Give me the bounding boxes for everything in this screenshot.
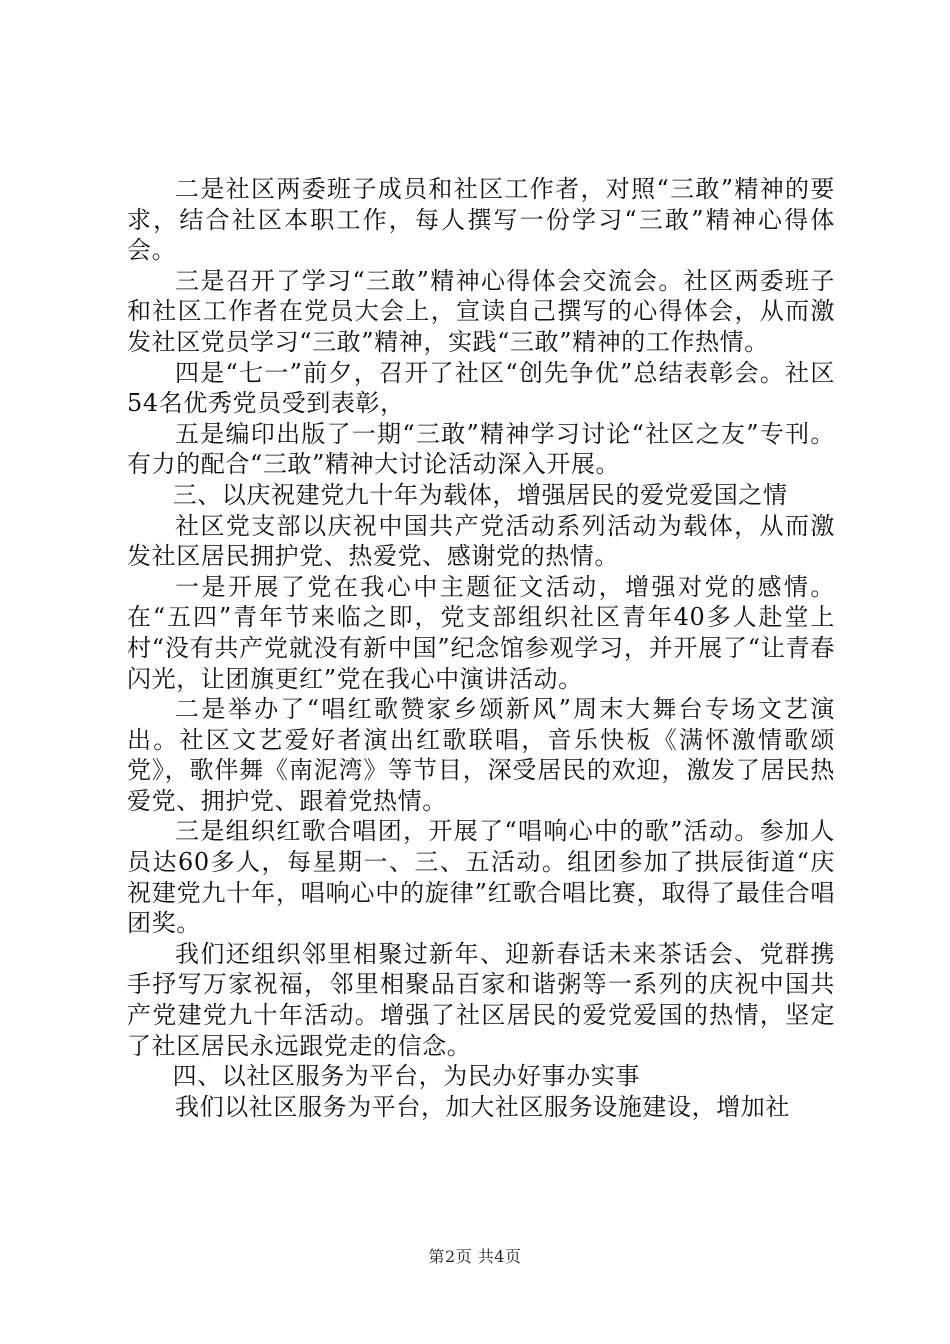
paragraph-7: 二是举办了“唱红歌赞家乡颂新风”周末大舞台专场文艺演出。社区文艺爱好者演出红歌联唱，音乐快板《满怀激情歌颂党》，歌伴舞《南泥湾》等节目，深受居民的欢迎，激发了居民热爱党、拥护党、跟着党热情。	[127, 695, 835, 815]
section-heading-3: 三、以庆祝建党九十年为载体，增强居民的爱党爱国之情	[172, 480, 788, 509]
paragraph-9: 我们还组织邻里相聚过新年、迎新春话未来茶话会、党群携手抒写万家祝福，邻里相聚品百家和谐粥等一系列的庆祝中国共产党建党九十年活动。增强了社区居民的爱党爱国的热情，坚定了社区居民永远跟党走的信念。	[127, 939, 835, 1060]
paragraph-5: 社区党支部以庆祝中国共产党活动系列活动为载体，从而激发社区居民拥护党、热爱党、感谢党的热情。	[127, 511, 835, 571]
paragraph-10: 我们以社区服务为平台，加大社区服务设施建设，增加社	[175, 1092, 790, 1121]
paragraph-8: 三是组织红歌合唱团，开展了“唱响心中的歌”活动。参加人员达60多人，每星期一、三、五活动。组团参加了拱辰街道“庆祝建党九十年，唱响心中的旋律”红歌合唱比赛，取得了最佳合唱团奖。	[127, 817, 835, 938]
paragraph-2: 三是召开了学习“三敢”精神心得体会交流会。社区两委班子和社区工作者在党员大会上，宣读自己撰写的心得体会，从而激发社区党员学习“三敢”精神，实践“三敢”精神的工作热情。	[127, 266, 835, 356]
document-body	[127, 174, 835, 1122]
paragraph-4: 五是编印出版了一期“三敢”精神学习讨论“社区之友”专刊。有力的配合“三敢”精神大讨论活动深入开展。	[127, 419, 835, 479]
paragraph-3: 四是“七一”前夕，召开了社区“创先争优”总结表彰会。社区54名优秀党员受到表彰，	[127, 358, 835, 418]
page-footer: 第2页 共4页	[428, 1247, 522, 1266]
paragraph-1: 二是社区两委班子成员和社区工作者，对照“三敢”精神的要求，结合社区本职工作，每人撰写一份学习“三敢”精神心得体会。	[127, 175, 835, 265]
section-heading-4: 四、以社区服务为平台，为民办好事办实事	[172, 1062, 640, 1091]
paragraph-6: 一是开展了党在我心中主题征文活动，增强对党的感情。在“五四”青年节来临之即，党支部组织社区青年40多人赴堂上村“没有共产党就没有新中国”纪念馆参观学习，并开展了“让青春闪光，让团旗更红”党在我心中演讲活动。	[127, 572, 835, 693]
